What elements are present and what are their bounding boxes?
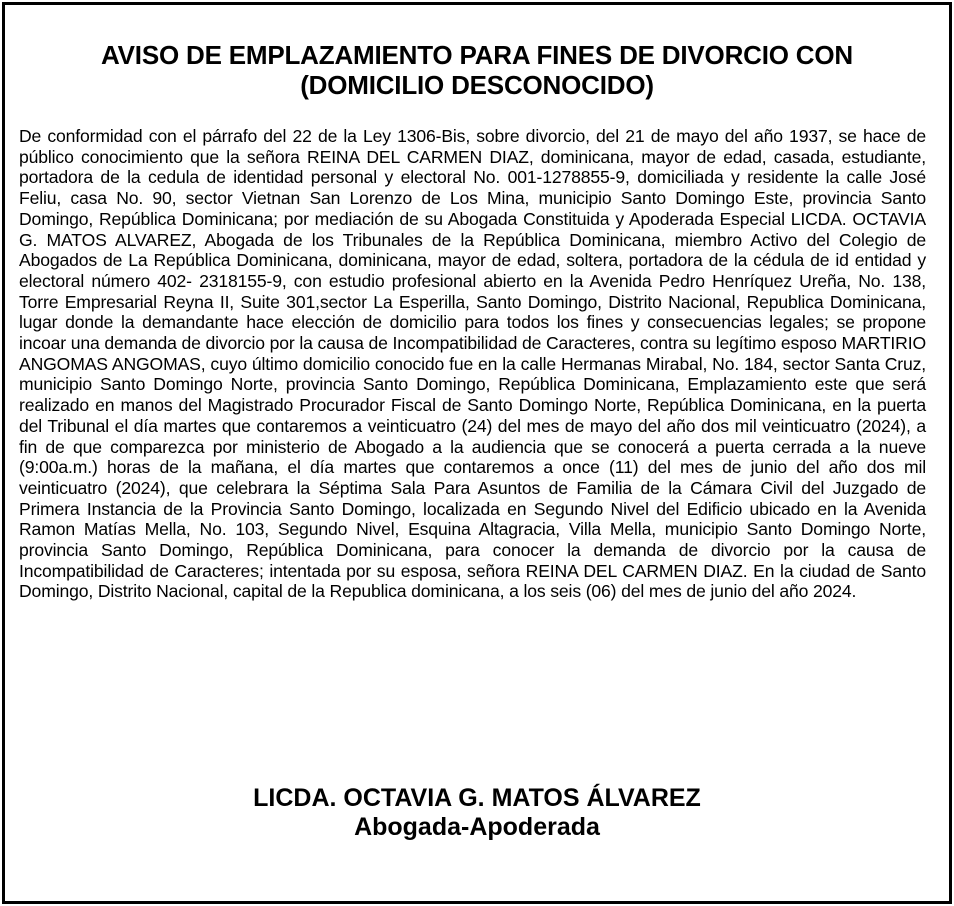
notice-title-line-1: AVISO DE EMPLAZAMIENTO PARA FINES DE DIVORCIO CON [101,40,853,70]
signature-block [0,784,954,842]
notice-body: De conformidad con el párrafo del 22 de la Ley 1306-Bis, sobre divorcio, del 21 de mayo del año 1937, se hace de público conocimiento que la señora REINA DEL CARMEN DIAZ, dominicana, mayor de edad, casada, estudiante, portadora de la cedula de identidad personal y electoral No. 001-1278855-9, domiciliada y residente la calle José Feliu, casa No. 90, sector Vietnan San Lorenzo de Los Mina, municipio Santo Domingo Este, provincia Santo Domingo, República Dominicana; por mediación de su Abogada Constituida y Apoderada Especial LICDA. OCTAVIA G. MATOS ALVAREZ, Abogada de los Tribunales de la República Dominicana, miembro Activo del Colegio de Abogados de La República Dominicana, dominicana, mayor de edad, soltera, portadora de la cédula de id entidad y electoral número 402- 2318155-9, con estudio profesional abierto en la Avenida Pedro Henríquez Ureña, No. 138, Torre Empresarial Reyna II, Suite 301,sector La Esperilla, Santo Domingo, Distrito Nacional, Republica Dominicana, lugar donde la demandante hace elección de domicilio para todos los fines y consecuencias legales; se propone incoar una demanda de divorcio por la causa de Incompatibilidad de Caracteres, contra su legítimo esposo MARTIRIO ANGOMAS ANGOMAS, cuyo último domicilio conocido fue en la calle Hermanas Mirabal, No. 184, sector Santa Cruz, municipio Santo Domingo Norte, provincia Santo Domingo, República Dominicana, Emplazamiento este que será realizado en manos del Magistrado Procurador Fiscal de Santo Domingo Norte, República Dominicana, en la puerta del Tribunal el día martes que contaremos a veinticuatro (24) del mes de mayo del año dos mil veinticuatro (2024), a fin de que comparezca por ministerio de Abogado a la audiencia que se conocerá a puerta cerrada a la nueve (9:00a.m.) horas de la mañana, el día martes que contaremos a once (11) del mes de junio del año dos mil veinticuatro (2024), que celebrara la Séptima Sala Para Asuntos de Familia de la Cámara Civil del Juzgado de Primera Instancia de la Provincia Santo Domingo, localizada en Segundo Nivel del Edificio ubicado en la Avenida Ramon Matías Mella, No. 103, Segundo Nivel, Esquina Altagracia, Villa Mella, municipio Santo Domingo Norte, provincia Santo Domingo, República Dominicana, para conocer la demanda de divorcio por la causa de Incompatibilidad de Caracteres; intentada por su esposa, señora REINA DEL CARMEN DIAZ. En la ciudad de Santo Domingo, Distrito Nacional, capital de la Republica dominicana, a los seis (06) del mes de junio del año 2024. [19,126,926,602]
signature-name: LICDA. OCTAVIA G. MATOS ÁLVAREZ [253,784,701,812]
signature-role: Abogada-Apoderada [354,813,600,841]
notice-title-line-2: (DOMICILIO DESCONOCIDO) [300,70,654,100]
notice-title [0,40,954,100]
